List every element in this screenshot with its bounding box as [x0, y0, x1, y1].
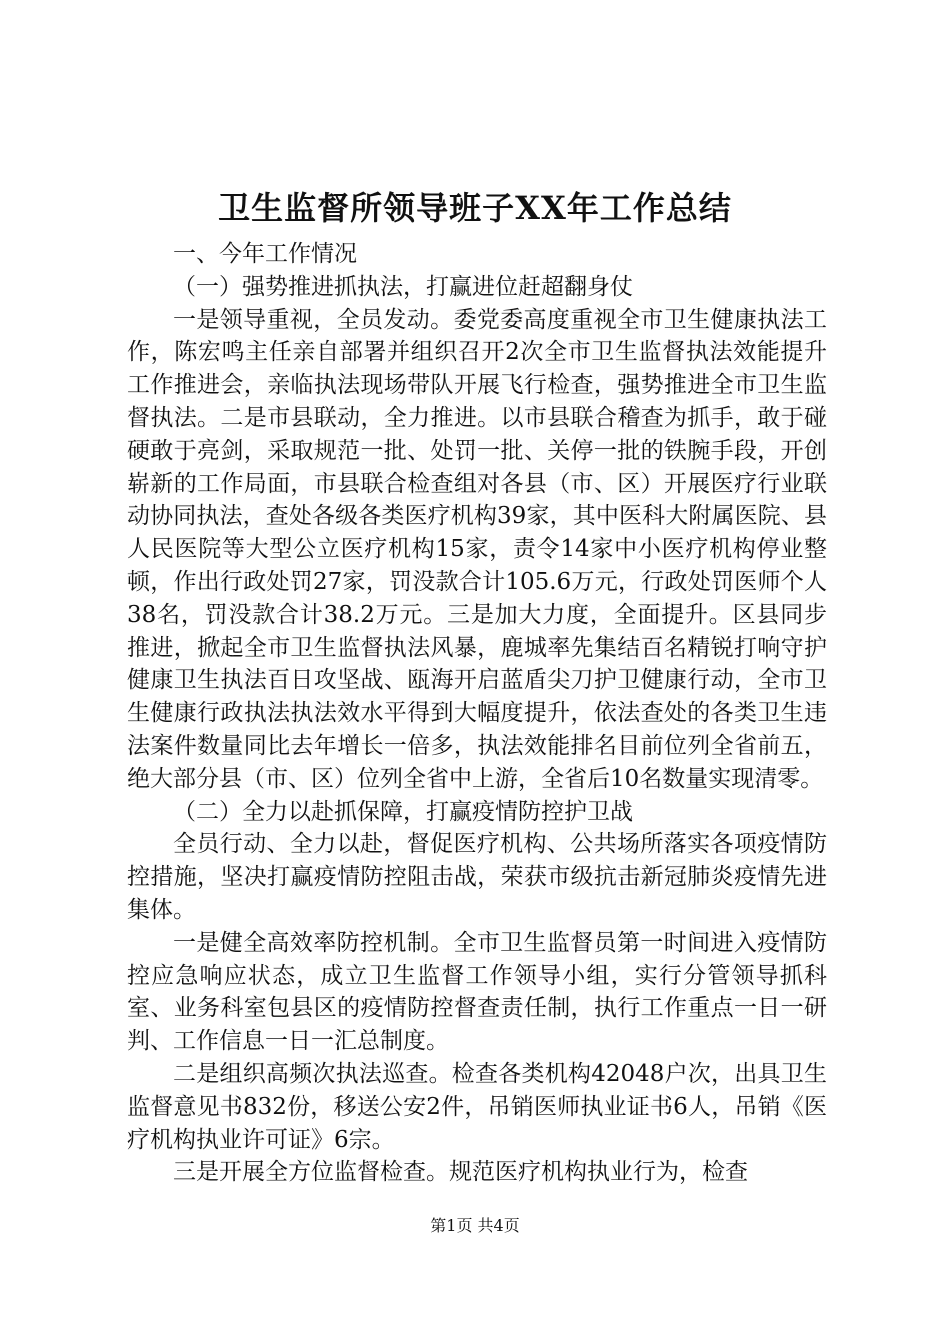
- body-paragraph: 一是健全高效率防控机制。全市卫生监督员第一时间进入疫情防控应急响应状态，成立卫生监督工作领导小组，实行分管领导抓科室、业务科室包县区的疫情防控督查责任制，执行工作重点一日一研判、工作信息一日一汇总制度。: [127, 929, 827, 1055]
- document-title: 卫生监督所领导班子XX年工作总结: [218, 189, 732, 227]
- subsection-heading: （一）强势推进抓执法，打赢进位赶超翻身仗: [173, 273, 633, 300]
- document-body: [127, 238, 827, 1189]
- section-heading: 一、今年工作情况: [173, 241, 357, 267]
- body-paragraph: 三是开展全方位监督检查。规范医疗机构执业行为，检查: [173, 1159, 748, 1186]
- page-number-footer: 第1页 共4页: [430, 1216, 520, 1235]
- body-paragraph: 二是组织高频次执法巡查。检查各类机构42048户次，出具卫生监督意见书832份，移送公安2件，吊销医师执业证书6人，吊销《医疗机构执业许可证》6宗。: [127, 1060, 827, 1153]
- body-paragraph: 全员行动、全力以赴，督促医疗机构、公共场所落实各项疫情防控措施，坚决打赢疫情防控阻击战，荣获市级抗击新冠肺炎疫情先进集体。: [127, 831, 827, 923]
- subsection-heading: （二）全力以赴抓保障，打赢疫情防控护卫战: [173, 798, 633, 825]
- body-paragraph: 一是领导重视，全员发动。委党委高度重视全市卫生健康执法工作，陈宏鸣主任亲自部署并组织召开2次全市卫生监督执法效能提升工作推进会，亲临执法现场带队开展飞行检查，强势推进全市卫生监督执法。二是市县联动，全力推进。以市县联合稽查为抓手，敢于碰硬敢于亮剑，采取规范一批、处罚一批、关停一批的铁腕手段，开创崭新的工作局面，市县联合检查组对各县（市、区）开展医疗行业联动协同执法，查处各级各类医疗机构39家，其中医科大附属医院、县人民医院等大型公立医疗机构15家，责令14家中小医疗机构停业整顿，作出行政处罚27家，罚没款合计105.6万元，行政处罚医师个人38名，罚没款合计38.2万元。三是加大力度，全面提升。区县同步推进，掀起全市卫生监督执法风暴，鹿城率先集结百名精锐打响守护健康卫生执法百日攻坚战、瓯海开启蓝盾尖刀护卫健康行动，全市卫生健康行政执法执法效水平得到大幅度提升，依法查处的各类卫生违法案件数量同比去年增长一倍多，执法效能排名目前位列全省前五，绝大部分县（市、区）位列全省中上游，全省后10名数量实现清零。: [127, 306, 827, 792]
